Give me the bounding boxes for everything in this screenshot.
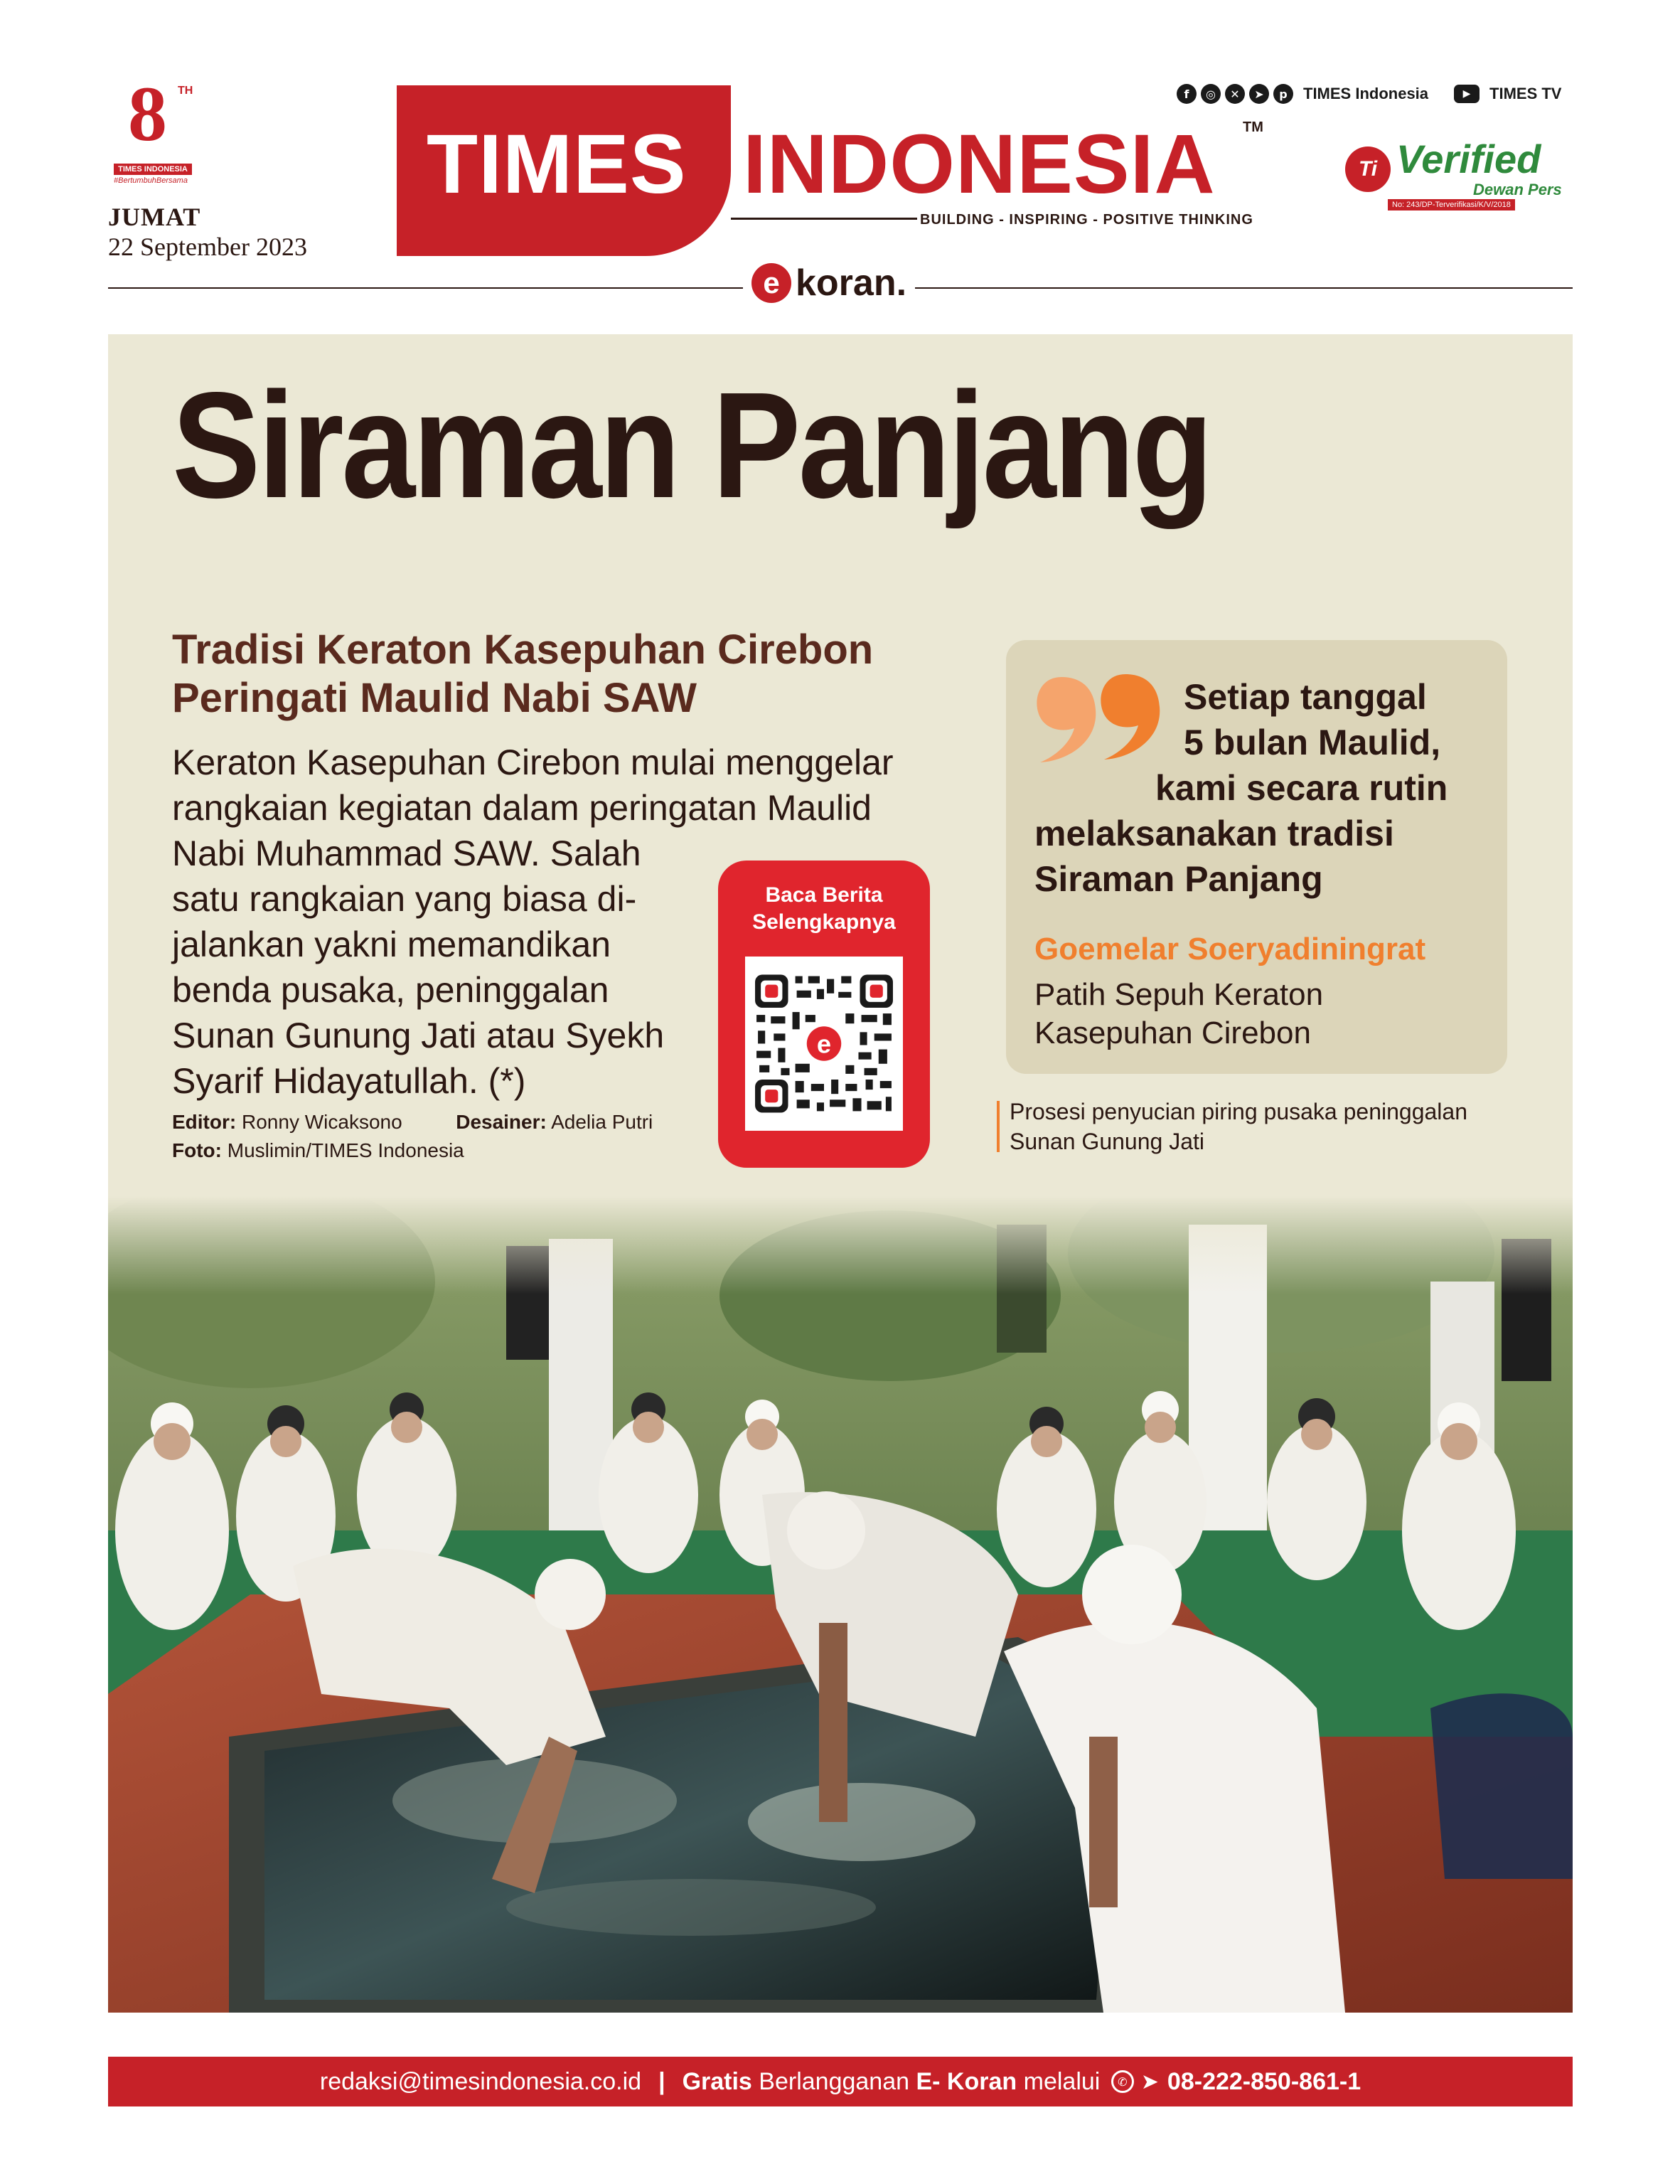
pinterest-icon[interactable]: p bbox=[1273, 84, 1293, 104]
footer-text-2: melalui bbox=[1017, 2067, 1107, 2095]
ekoran-logo bbox=[743, 262, 915, 304]
qr-label bbox=[718, 882, 930, 936]
e-logo-icon: e bbox=[751, 263, 791, 303]
telegram-icon[interactable]: ➤ bbox=[1140, 2069, 1159, 2094]
quote-text bbox=[1034, 674, 1489, 902]
koran-text: koran. bbox=[796, 262, 907, 304]
svg-text:e: e bbox=[816, 1029, 832, 1059]
photo-credit: Muslimin/TIMES Indonesia bbox=[227, 1139, 464, 1161]
subheadline: Tradisi Keraton Kasepuhan Cirebon Peringati Maulid Nabi SAW bbox=[172, 627, 874, 721]
caption-accent bbox=[997, 1101, 1000, 1152]
editor-name: Ronny Wicaksono bbox=[242, 1111, 402, 1133]
anniversary-brand: TIMES INDONESIA bbox=[114, 164, 192, 175]
quote-speaker-name: Goemelar Soeryadiningrat bbox=[1034, 932, 1426, 966]
verification-number: No: 243/DP-Terverifikasi/K/V/2018 bbox=[1388, 199, 1515, 211]
qr-code-icon bbox=[752, 971, 896, 1117]
masthead-indonesia: INDONESIA bbox=[743, 117, 1216, 211]
trademark-mark: TM bbox=[1243, 119, 1263, 135]
footer-text-1: Berlangganan bbox=[751, 2067, 916, 2095]
quote-line-4: melaksanakan tradisi bbox=[1034, 814, 1394, 853]
designer-name: Adelia Putri bbox=[551, 1111, 653, 1133]
youtube-icon[interactable]: ▶ bbox=[1454, 85, 1480, 103]
quote-line-1: Setiap tanggal bbox=[1184, 677, 1427, 717]
quote-line-5: Siraman Panjang bbox=[1034, 859, 1323, 899]
qr-code[interactable] bbox=[745, 957, 903, 1131]
footer-email[interactable]: redaksi@timesindonesia.co.id bbox=[319, 2067, 642, 2095]
quote-line-2: 5 bulan Maulid, bbox=[1184, 723, 1441, 762]
body-text-continued: Nabi Muhammad SAW. Salah satu rangkaian yang biasa dijalankan yakni memandikan benda pusaka, peninggalan Sunan Gunung Jati atau Syekh Syarif Hidayatullah. (*) bbox=[172, 833, 665, 1101]
x-icon[interactable]: ✕ bbox=[1225, 84, 1245, 104]
article-panel bbox=[108, 334, 1573, 2013]
quote-speaker-title: Patih Sepuh Keraton Kasepuhan Cirebon bbox=[1034, 977, 1324, 1050]
photo-illustration bbox=[108, 1196, 1573, 2013]
quote-box bbox=[1006, 640, 1507, 1074]
body-text-intro: Keraton Kasepuhan Cirebon mulai menggelar rangkaian kegiatan dalam peringatan Maulid bbox=[172, 742, 894, 828]
read-more-qr-box[interactable] bbox=[718, 861, 930, 1168]
telegram-icon[interactable]: ➤ bbox=[1249, 84, 1269, 104]
qr-label-line2: Selengkapnya bbox=[752, 910, 896, 934]
anniversary-number: 8 bbox=[128, 70, 167, 157]
whatsapp-icon[interactable]: ✆ bbox=[1111, 2070, 1134, 2093]
headline: Siraman Panjang bbox=[172, 361, 1211, 529]
dewan-pers: Dewan Pers bbox=[1473, 181, 1562, 198]
verified-word: Verified bbox=[1396, 137, 1541, 181]
footer-phone[interactable]: 08-222-850-861-1 bbox=[1167, 2067, 1361, 2095]
instagram-icon[interactable]: ◎ bbox=[1201, 84, 1221, 104]
day-name: JUMAT bbox=[108, 203, 201, 231]
issue-date: 22 September 2023 bbox=[108, 233, 307, 261]
qr-label-line1: Baca Berita bbox=[765, 883, 883, 907]
designer-label: Desainer: bbox=[456, 1111, 547, 1133]
masthead-times: TIMES bbox=[427, 117, 687, 211]
verified-badge bbox=[1345, 139, 1573, 218]
anniversary-tagline: #BertumbuhBersama bbox=[114, 176, 188, 185]
footer-ekoran: E- Koran bbox=[916, 2067, 1017, 2095]
times-tv-link[interactable]: TIMES TV bbox=[1489, 85, 1562, 102]
photo-label: Foto: bbox=[172, 1139, 222, 1161]
photo-caption: Prosesi penyucian piring pusaka peninggalan Sunan Gunung Jati bbox=[1010, 1099, 1467, 1154]
quote-line-3: kami secara rutin bbox=[1155, 768, 1448, 808]
facebook-icon[interactable]: f bbox=[1177, 84, 1197, 104]
ti-logo-icon: Ti bbox=[1345, 147, 1391, 192]
article-photo bbox=[108, 1196, 1573, 2013]
footer-bar bbox=[108, 2057, 1573, 2106]
credits bbox=[172, 1108, 653, 1165]
social-account[interactable]: TIMES Indonesia bbox=[1303, 85, 1429, 102]
anniversary-suffix: TH bbox=[178, 85, 193, 97]
editor-label: Editor: bbox=[172, 1111, 237, 1133]
footer-gratis: Gratis bbox=[682, 2067, 752, 2095]
footer-separator: | bbox=[658, 2067, 665, 2095]
social-bar bbox=[1177, 84, 1561, 104]
masthead-tagline: BUILDING - INSPIRING - POSITIVE THINKING bbox=[917, 212, 1256, 228]
